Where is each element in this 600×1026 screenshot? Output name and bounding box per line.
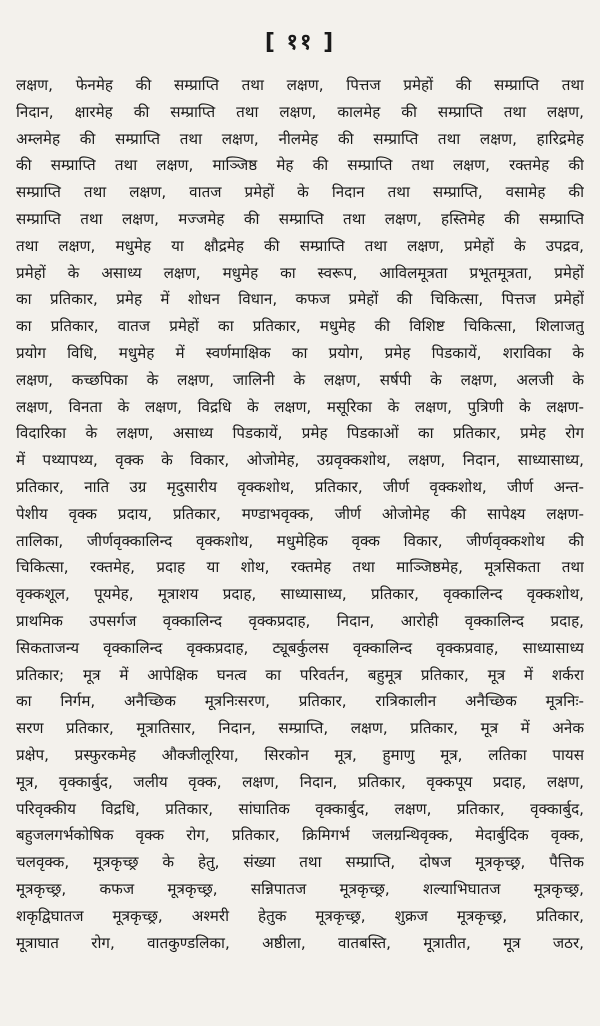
- text-line: चलवृक्क, मूत्रकृच्छ्र के हेतु, संख्या तथा सम्प्राप्ति, दोषज मूत्रकृच्छ्र, पैत्तिक: [16, 853, 584, 872]
- body-text: [16, 72, 584, 956]
- text-line: सम्प्राप्ति तथा लक्षण, मज्जमेह की सम्प्राप्ति तथा लक्षण, हस्तिमेह की सम्प्राप्ति: [16, 209, 584, 228]
- text-line: की सम्प्राप्ति तथा लक्षण, माञ्जिष्ठ मेह की सम्प्राप्ति तथा लक्षण, रक्तमेह की: [16, 156, 584, 175]
- text-line: का प्रतिकार, प्रमेह में शोधन विधान, कफज प्रमेहों की चिकित्सा, पित्तज प्रमेहों: [16, 290, 584, 309]
- text-line: विदारिका के लक्षण, असाध्य पिडकायें, प्रमेह पिडकाओं का प्रतिकार, प्रमेह रोग: [16, 424, 584, 443]
- text-line: शकृद्विघातज मूत्रकृच्छ्र, अश्मरी हेतुक मूत्रकृच्छ्र, शुक्रज मूत्रकृच्छ्र, प्रतिकार,: [16, 906, 584, 925]
- text-line: चिकित्सा, रक्तमेह, प्रदाह या शोथ, रक्तमेह तथा माञ्जिष्ठमेह, मूत्रसिकता तथा: [16, 558, 584, 577]
- text-line: निदान, क्षारमेह की सम्प्राप्ति तथा लक्षण, कालमेह की सम्प्राप्ति तथा लक्षण,: [16, 102, 584, 121]
- text-line: मूत्र, वृक्कार्बुद, जलीय वृक्क, लक्षण, निदान, प्रतिकार, वृक्कपूय प्रदाह, लक्षण,: [16, 772, 584, 791]
- text-line: प्राथमिक उपसर्गज वृक्कालिन्द वृक्कप्रदाह, निदान, आरोही वृक्कालिन्द प्रदाह,: [16, 611, 584, 630]
- text-line: प्रमेहों के असाध्य लक्षण, मधुमेह का स्वरूप, आविलमूत्रता प्रभूतमूत्रता, प्रमेहों: [16, 263, 584, 282]
- text-line: तालिका, जीर्णवृक्कालिन्द वृक्कशोथ, मधुमेहिक वृक्क विकार, जीर्णवृक्कशोथ की: [16, 531, 584, 550]
- text-line: तथा लक्षण, मधुमेह या क्षौद्रमेह की सम्प्राप्ति तथा लक्षण, प्रमेहों के उपद्रव,: [16, 236, 584, 255]
- text-line: प्रतिकार; मूत्र में आपेक्षिक घनत्व का परिवर्तन, बहुमूत्र प्रतिकार, मूत्र में शर्करा: [16, 665, 584, 684]
- text-line: का प्रतिकार, वातज प्रमेहों का प्रतिकार, मधुमेह की विशिष्ट चिकित्सा, शिलाजतु: [16, 317, 584, 336]
- text-line: वृक्कशूल, पूयमेह, मूत्राशय प्रदाह, साध्यासाध्य, प्रतिकार, वृक्कालिन्द वृक्कशोथ,: [16, 585, 584, 604]
- text-line: प्रयोग विधि, मधुमेह में स्वर्णमाक्षिक का प्रयोग, प्रमेह पिडकायें, शराविका के: [16, 343, 584, 362]
- text-line: बहुजलगर्भकोषिक वृक्क रोग, प्रतिकार, क्रिमिगर्भ जलग्रन्थिवृक्क, मेदार्बुदिक वृक्क,: [16, 826, 584, 845]
- text-line: प्रतिकार, नाति उग्र मृदुसारीय वृक्कशोथ, प्रतिकार, जीर्ण वृक्कशोथ, जीर्ण अन्त-: [16, 477, 584, 496]
- text-line: अम्लमेह की सम्प्राप्ति तथा लक्षण, नीलमेह की सम्प्राप्ति तथा लक्षण, हारिद्रमेह: [16, 129, 584, 148]
- text-line: में पथ्यापथ्य, वृक्क के विकार, ओजोमेह, उग्रवृक्कशोथ, लक्षण, निदान, साध्यासाध्य,: [16, 451, 584, 470]
- text-line: मूत्रकृच्छ्र, कफज मूत्रकृच्छ्र, सन्निपातज मूत्रकृच्छ्र, शल्याभिघातज मूत्रकृच्छ्र,: [16, 879, 584, 898]
- text-line: सरण प्रतिकार, मूत्रातिसार, निदान, सम्प्राप्ति, लक्षण, प्रतिकार, मूत्र में अनेक: [16, 719, 584, 738]
- text-line: लक्षण, विनता के लक्षण, विद्रधि के लक्षण, मसूरिका के लक्षण, पुत्रिणी के लक्षण-: [16, 397, 584, 416]
- page-number: [ ११ ]: [264, 30, 336, 55]
- text-line: का निर्गम, अनैच्छिक मूत्रनिःसरण, प्रतिकार, रात्रिकालीन अनैच्छिक मूत्रनिः-: [16, 692, 584, 711]
- text-line: लक्षण, कच्छपिका के लक्षण, जालिनी के लक्षण, सर्षपी के लक्षण, अलजी के: [16, 370, 584, 389]
- text-line: लक्षण, फेनमेह की सम्प्राप्ति तथा लक्षण, पित्तज प्रमेहों की सम्प्राप्ति तथा: [16, 76, 584, 94]
- text-line: सम्प्राप्ति तथा लक्षण, वातज प्रमेहों के निदान तथा सम्प्राप्ति, वसामेह की: [16, 183, 584, 202]
- text-line: प्रक्षेप, प्रस्फुरकमेह औक्जीलूरिया, सिरकोन मूत्र, हुमाणु मूत्र, लतिका पायस: [16, 745, 584, 764]
- text-line: मूत्राघात रोग, वातकुण्डलिका, अष्ठीला, वातबस्ति, मूत्रातीत, मूत्र जठर,: [16, 933, 584, 952]
- text-line: पेशीय वृक्क प्रदाय, प्रतिकार, मण्डाभवृक्क, जीर्ण ओजोमेह की सापेक्ष्य लक्षण-: [16, 504, 584, 523]
- text-line: सिकताजन्य वृक्कालिन्द वृक्कप्रदाह, ट्यूबर्कुलस वृक्कालिन्द वृक्कप्रवाह, साध्यासाध्य: [16, 638, 584, 657]
- text-line: परिवृक्कीय विद्रधि, प्रतिकार, सांघातिक वृक्कार्बुद, लक्षण, प्रतिकार, वृक्कार्बुद,: [16, 799, 584, 818]
